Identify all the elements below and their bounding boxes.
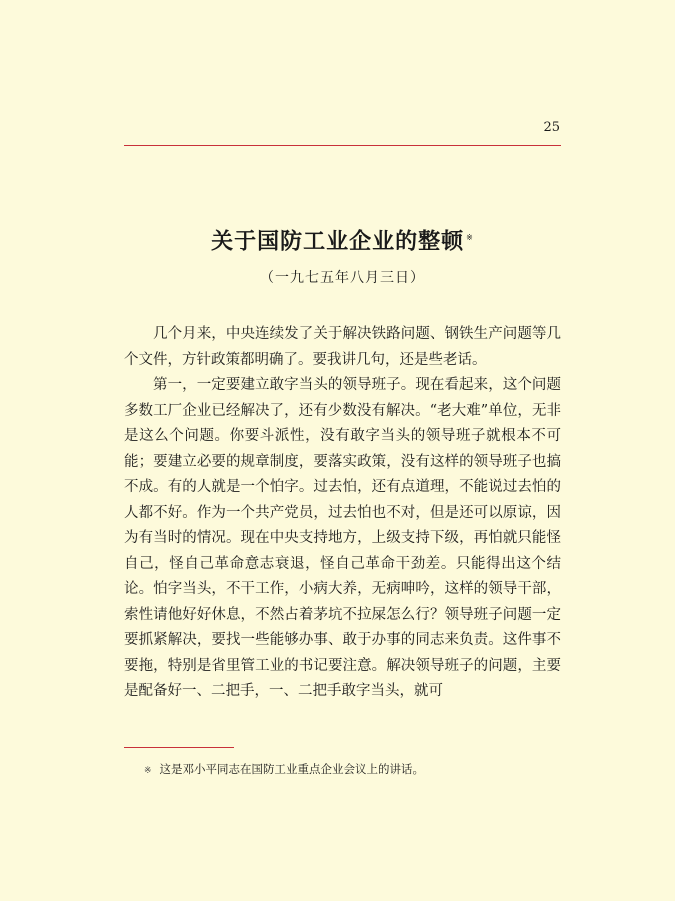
title-text: 关于国防工业企业的整顿: [211, 229, 465, 255]
paragraph: 几个月来，中央连续发了关于解决铁路问题、钢铁生产问题等几个文件，方针政策都明确了。要我讲几句，还是些老话。: [124, 326, 561, 368]
footnote-text: 这是邓小平同志在国防工业重点企业会议上的讲话。: [159, 762, 425, 776]
body-text: [124, 322, 561, 705]
speech-date: （一九七五年八月三日）: [260, 270, 425, 286]
page-number: 25: [543, 120, 560, 135]
page-title: [124, 220, 561, 260]
footnote-mark: ※: [144, 766, 152, 776]
title-footnote-mark: ※: [466, 233, 474, 242]
paragraph: 第一，一定要建立敢字当头的领导班子。现在看起来，这个问题多数工厂企业已经解决了，还有少数没有解决。“老大难”单位，无非是这么个问题。你要斗派性，没有敢字当头的领导班子就根本不可能；要建立必要的规章制度，要落实政策，没有这样的领导班子也搞不成。有的人就是一个怕字。过去怕，还有点道理，不能说过去怕的人都不好。作为一个共产党员，过去怕也不对，但是还可以原谅，因为有当时的情况。现在中央支持地方，上级支持下级，再怕就只能怪自己，怪自己革命意志衰退，怪自己革命干劲差。只能得出这个结论。怕字当头，不干工作，小病大养，无病呻吟，这样的领导干部，索性请他好好休息，不然占着茅坑不拉屎怎么行？领导班子问题一定要抓紧解决，要找一些能够办事、敢于办事的同志来负责。这件事不要拖，特别是省里管工业的书记要注意。解决领导班子的问题，主要是配备好一、二把手，一、二把手敢字当头，就可: [124, 377, 561, 699]
footnote-rule: [124, 747, 234, 748]
footnote: [144, 760, 564, 780]
header-rule: [124, 145, 561, 146]
